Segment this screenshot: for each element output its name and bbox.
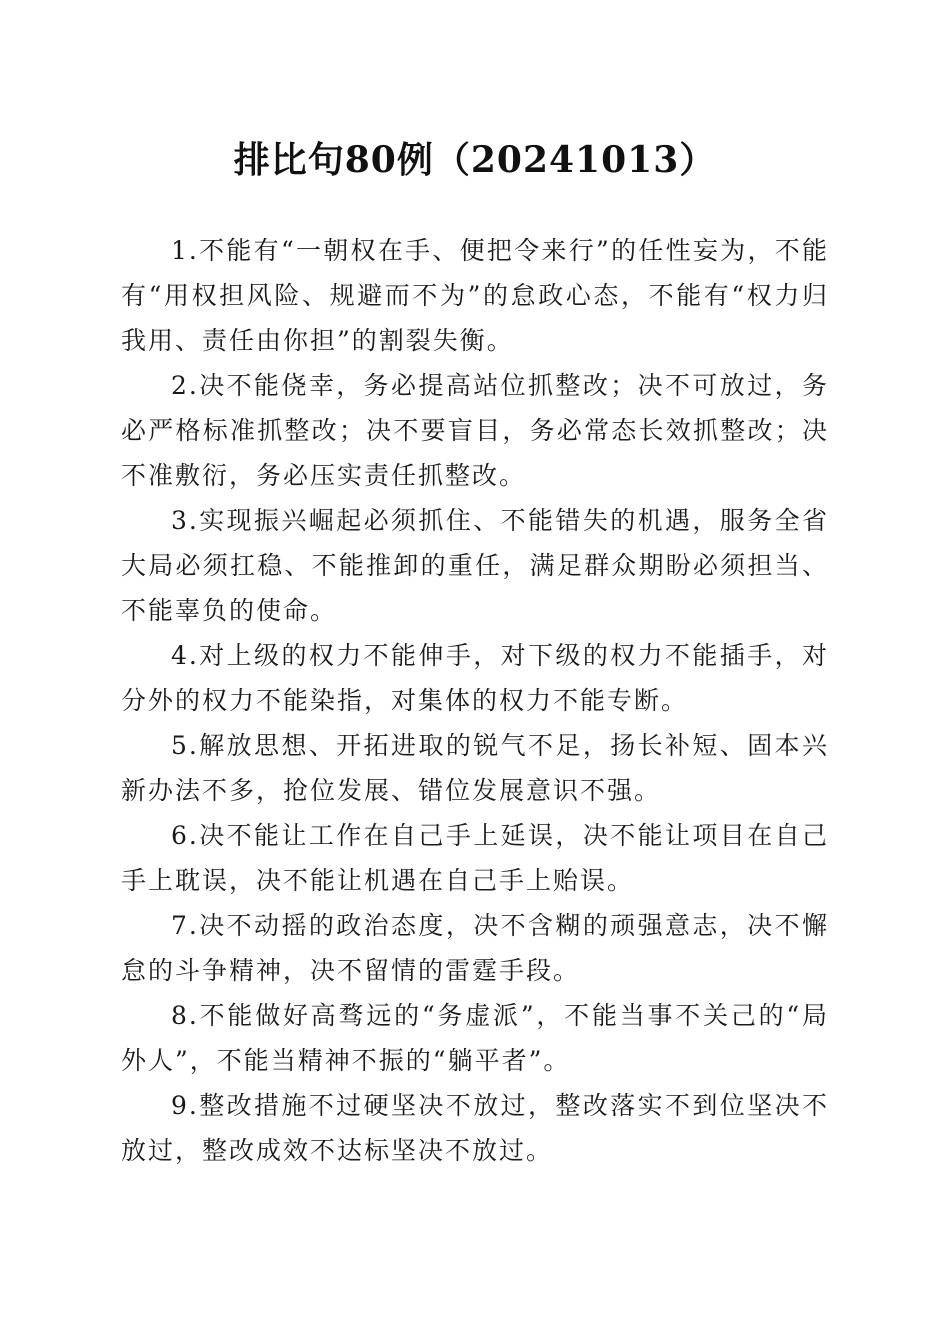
paragraph-4: 4.对上级的权力不能伸手，对下级的权力不能插手，对分外的权力不能染指，对集体的权力不能专断。 [121,641,829,715]
paragraph-6: 6.决不能让工作在自己手上延误，决不能让项目在自己手上耽误，决不能让机遇在自己手上贻误。 [121,821,829,895]
paragraph-7: 7.决不动摇的政治态度，决不含糊的顽强意志，决不懈怠的斗争精神，决不留情的雷霆手段。 [121,911,829,985]
document-body [121,228,829,1173]
document-title: 排比句80例（20241013） [233,139,717,181]
paragraph-9: 9.整改措施不过硬坚决不放过，整改落实不到位坚决不放过，整改成效不达标坚决不放过。 [121,1091,829,1165]
paragraph-3: 3.实现振兴崛起必须抓住、不能错失的机遇，服务全省大局必须扛稳、不能推卸的重任，满足群众期盼必须担当、不能辜负的使命。 [121,506,829,625]
paragraph-5: 5.解放思想、开拓进取的锐气不足，扬长补短、固本兴新办法不多，抢位发展、错位发展意识不强。 [121,731,829,805]
paragraph-2: 2.决不能侥幸，务必提高站位抓整改；决不可放过，务必严格标准抓整改；决不要盲目，务必常态长效抓整改；决不准敷衍，务必压实责任抓整改。 [121,371,829,490]
paragraph-1: 1.不能有“一朝权在手、便把令来行”的任性妄为，不能有“用权担风险、规避而不为”的怠政心态，不能有“权力归我用、责任由你担”的割裂失衡。 [121,236,829,355]
paragraph-8: 8.不能做好高骛远的“务虚派”，不能当事不关己的“局外人”，不能当精神不振的“躺平者”。 [121,1001,829,1075]
